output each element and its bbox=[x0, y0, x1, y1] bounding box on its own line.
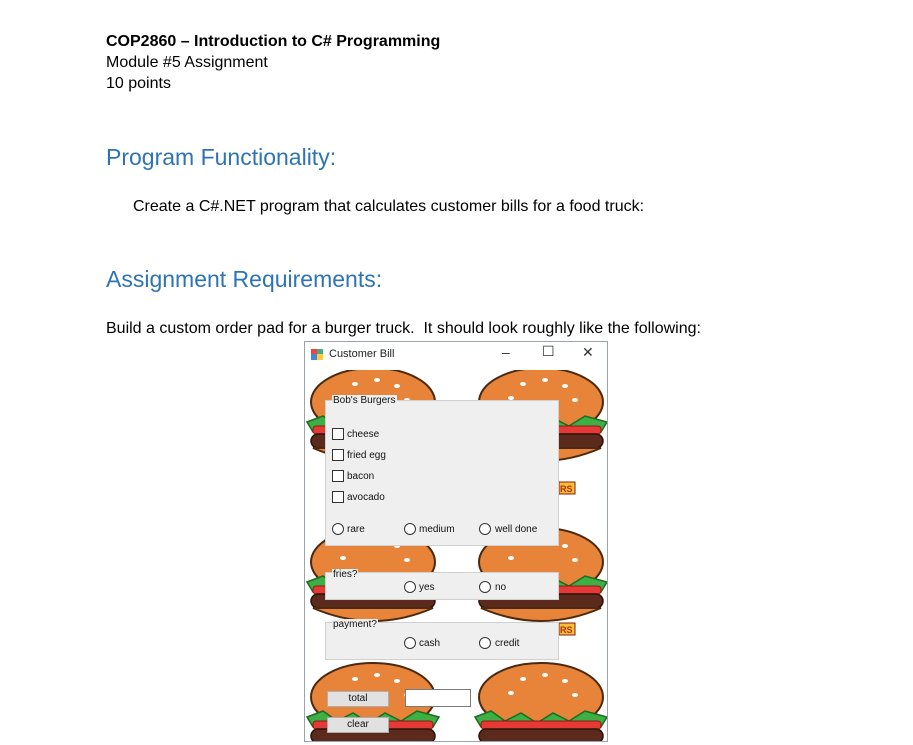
fries-yes-label: yes bbox=[419, 582, 435, 593]
logo-text-1: RS bbox=[560, 484, 573, 494]
cash-radio[interactable] bbox=[404, 637, 416, 649]
avocado-checkbox[interactable] bbox=[332, 491, 344, 503]
fries-group bbox=[325, 572, 559, 600]
maximize-button[interactable]: ☐ bbox=[542, 343, 555, 359]
medium-radio[interactable] bbox=[404, 523, 416, 535]
fried-egg-label: fried egg bbox=[347, 450, 386, 461]
rare-label: rare bbox=[347, 524, 365, 535]
avocado-label: avocado bbox=[347, 492, 385, 503]
window-titlebar bbox=[305, 342, 607, 370]
functionality-heading: Program Functionality: bbox=[106, 144, 337, 170]
minimize-button[interactable]: – bbox=[502, 344, 510, 360]
payment-group-label: payment? bbox=[333, 619, 377, 630]
cheese-checkbox[interactable] bbox=[332, 428, 344, 440]
cash-label: cash bbox=[419, 638, 441, 649]
cheese-label: cheese bbox=[347, 429, 380, 440]
close-button[interactable]: ✕ bbox=[582, 344, 594, 360]
fries-yes-radio[interactable] bbox=[404, 581, 416, 593]
functionality-text: Create a C#.NET program that calculates customer bills for a food truck: bbox=[133, 198, 645, 215]
fries-no-label: no bbox=[495, 582, 507, 593]
logo-text-2: RS bbox=[560, 625, 573, 635]
requirements-heading: Assignment Requirements: bbox=[106, 266, 383, 292]
points-label: 10 points bbox=[106, 75, 171, 92]
module-title: Module #5 Assignment bbox=[106, 54, 268, 71]
form-client-area bbox=[305, 370, 607, 742]
credit-radio[interactable] bbox=[479, 637, 491, 649]
form-app-icon bbox=[311, 349, 323, 360]
clear-button[interactable]: clear bbox=[327, 717, 389, 733]
medium-label: medium bbox=[419, 524, 455, 535]
bacon-label: bacon bbox=[347, 471, 375, 482]
window-title: Customer Bill bbox=[329, 348, 395, 360]
fries-no-radio[interactable] bbox=[479, 581, 491, 593]
well-done-radio[interactable] bbox=[479, 523, 491, 535]
fries-group-label: fries? bbox=[333, 569, 358, 580]
requirements-text: Build a custom order pad for a burger truck. It should look roughly like the following: bbox=[106, 320, 701, 337]
bobs-burgers-group-label: Bob's Burgers bbox=[333, 395, 396, 406]
fried-egg-checkbox[interactable] bbox=[332, 449, 344, 461]
bacon-checkbox[interactable] bbox=[332, 470, 344, 482]
customer-bill-window bbox=[304, 341, 608, 742]
course-title: COP2860 – Introduction to C# Programming bbox=[106, 33, 441, 50]
rare-radio[interactable] bbox=[332, 523, 344, 535]
total-button[interactable]: total bbox=[327, 691, 389, 707]
credit-label: credit bbox=[495, 638, 520, 649]
total-textbox[interactable] bbox=[405, 689, 471, 707]
well-done-label: well done bbox=[495, 524, 538, 535]
